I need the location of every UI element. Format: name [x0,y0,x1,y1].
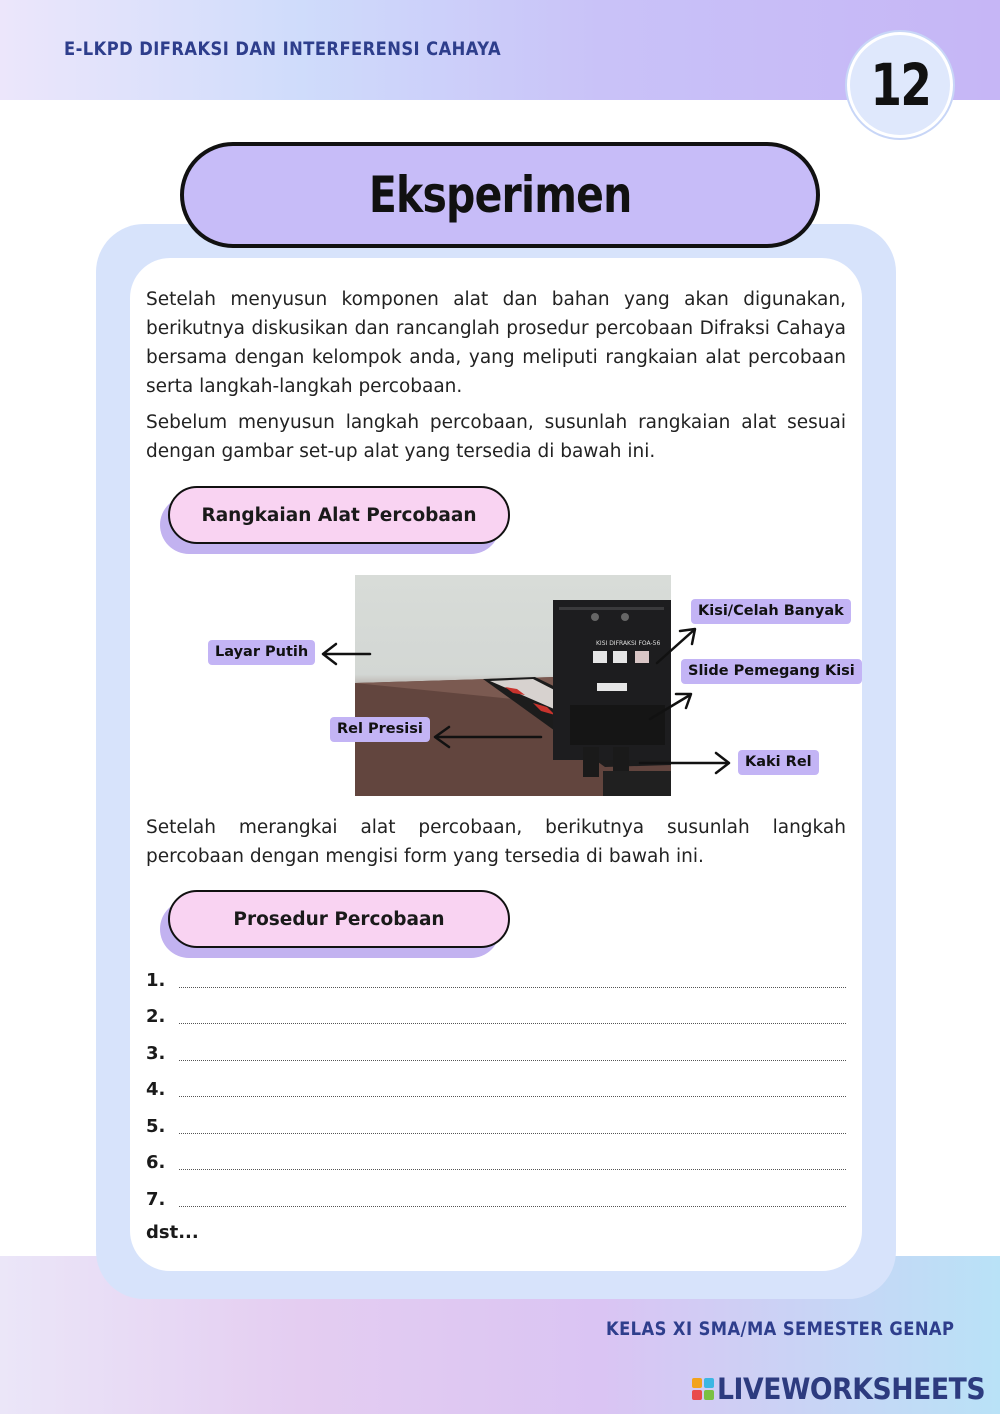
procedure-input-line-3[interactable] [179,1060,846,1061]
procedure-number: 1. [146,970,166,991]
section-title-rangkaian: Rangkaian Alat Percobaan [168,486,510,544]
procedure-row-3 [146,1037,846,1065]
procedure-paragraph: Setelah merangkai alat percobaan, berikutnya susunlah langkah percobaan dengan mengisi form yang tersedia di bawah ini. [146,817,846,867]
procedure-row-4 [146,1073,846,1101]
procedure-number: 3. [146,1043,166,1064]
procedure-input-line-5[interactable] [179,1133,846,1134]
brand-name: LIVEWORKSHEETS [717,1372,986,1406]
label-kisi-celah-banyak: Kisi/Celah Banyak [691,599,851,624]
page-number-badge [847,32,953,138]
procedure-number: 4. [146,1079,166,1100]
procedure-number: 5. [146,1116,166,1137]
label-kaki-rel: Kaki Rel [738,750,819,775]
header-title: E-LKPD DIFRAKSI DAN INTERFERENSI CAHAYA [64,38,502,60]
apparatus-photo [355,575,671,796]
footer-class-info: KELAS XI SMA/MA SEMESTER GENAP [606,1318,955,1340]
section-title-prosedur: Prosedur Percobaan [168,890,510,948]
title-pill [180,142,820,248]
intro-paragraph: Setelah menyusun komponen alat dan bahan yang akan digunakan, berikutnya diskusikan dan rancanglah prosedur percobaan Difraksi Cahaya bersama dengan kelompok anda, yang meliputi rangkaian alat percobaan serta langkah-langkah percobaan. [146,289,846,397]
procedure-more: dst... [146,1222,199,1243]
procedure-number: 6. [146,1152,166,1173]
procedure-input-line-1[interactable] [179,987,846,988]
page-number: 12 [870,51,930,119]
procedure-input-line-2[interactable] [179,1023,846,1024]
brand-logo-icon [692,1378,714,1400]
procedure-input-line-6[interactable] [179,1169,846,1170]
photo-panel-text: KISI DIFRAKSI FOA-56 [596,640,661,647]
label-rel-presisi: Rel Presisi [330,717,430,742]
procedure-row-5 [146,1110,846,1138]
page-title: Eksperimen [368,166,632,224]
procedure-row-7 [146,1183,846,1211]
setup-paragraph: Sebelum menyusun langkah percobaan, susunlah rangkaian alat sesuai dengan gambar set-up alat yang tersedia di bawah ini. [146,412,846,462]
apparatus-illustration [355,575,671,796]
procedure-number: 7. [146,1189,166,1210]
procedure-input-line-7[interactable] [179,1206,846,1207]
procedure-row-6 [146,1146,846,1174]
procedure-number: 2. [146,1006,166,1027]
brand [692,1372,1000,1406]
procedure-row-1 [146,964,846,992]
procedure-row-2 [146,1000,846,1028]
label-layar-putih: Layar Putih [208,640,315,665]
label-slide-pemegang-kisi: Slide Pemegang Kisi [681,659,862,684]
procedure-input-line-4[interactable] [179,1096,846,1097]
